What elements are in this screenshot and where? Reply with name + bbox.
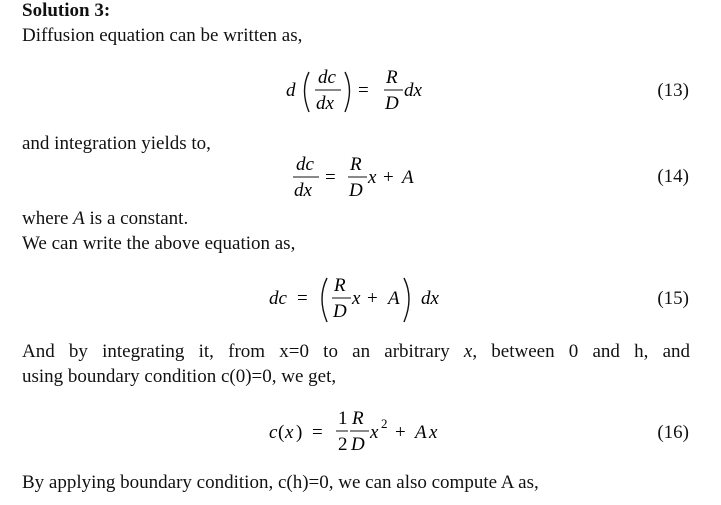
eq13-d-const: D (385, 93, 399, 114)
eq15-dx: dx (421, 288, 439, 309)
eq15-dc: dc (269, 288, 287, 309)
equation-14-number: (14) (657, 166, 689, 187)
paragraph-integrating-pre: And by integrating it, from x=0 to an arbitrary (22, 341, 464, 362)
eq13-equals: = (358, 80, 369, 101)
paragraph-constant-post: is a constant. (84, 208, 189, 229)
eq14-x: x (368, 167, 377, 188)
eq13-right-paren (345, 72, 350, 112)
paragraph-integration: and integration yields to, (22, 133, 211, 154)
eq16-equals: = (312, 422, 323, 443)
eq14-equals: = (325, 167, 336, 188)
eq15-right-paren (404, 278, 409, 322)
eq16-x2: x (429, 422, 438, 443)
eq13-r: R (386, 67, 398, 88)
eq15-left-paren (322, 278, 327, 322)
paragraph-integrating (22, 341, 690, 363)
equation-14 (0, 150, 721, 202)
paragraph-boundary: using boundary condition c(0)=0, we get, (22, 366, 337, 387)
eq16-one: 1 (338, 408, 348, 429)
eq16-c: c (269, 422, 278, 443)
paragraph-constant (22, 208, 188, 230)
paragraph-constant-var: A (73, 208, 85, 229)
eq16-exponent: 2 (381, 416, 388, 431)
eq14-denominator: dx (294, 180, 312, 201)
eq16-x: x (285, 422, 294, 443)
eq14-a: A (402, 167, 414, 188)
paragraph-integrating-var: x (463, 341, 473, 362)
paragraph-rewrite: We can write the above equation as, (22, 233, 296, 254)
eq15-d-const: D (333, 301, 347, 322)
eq13-denominator: dx (316, 93, 334, 114)
equation-16-number: (16) (657, 422, 689, 443)
eq16-two: 2 (338, 434, 348, 455)
eq13-dx: dx (404, 80, 422, 101)
eq16-plus: + (395, 422, 406, 443)
equation-15-math (0, 270, 721, 326)
eq15-r: R (334, 275, 346, 296)
solution-heading: Solution 3: (22, 0, 111, 21)
eq14-plus: + (383, 167, 394, 188)
equation-16 (0, 402, 721, 458)
eq16-r: R (352, 408, 364, 429)
equation-14-math (0, 150, 721, 202)
equation-15-number: (15) (657, 288, 689, 309)
equation-13 (0, 62, 721, 118)
equation-15 (0, 270, 721, 326)
eq15-equals: = (297, 288, 308, 309)
eq16-xx: x (370, 422, 379, 443)
equation-16-math (0, 402, 721, 458)
equation-13-math (0, 62, 721, 118)
paragraph-integrating-post: , between 0 and h, and (472, 341, 691, 362)
eq16-open-paren: ( (278, 422, 285, 443)
eq16-close-paren: ) (296, 422, 303, 443)
eq15-x: x (352, 288, 361, 309)
eq14-r: R (350, 154, 362, 175)
paragraph-constant-pre: where (22, 208, 74, 229)
paragraph-diffusion: Diffusion equation can be written as, (22, 25, 303, 46)
eq14-numerator: dc (296, 154, 314, 175)
eq15-plus: + (367, 288, 378, 309)
eq16-d-const: D (351, 434, 365, 455)
eq13-left-paren (305, 72, 310, 112)
eq13-d: d (286, 80, 296, 101)
eq14-d-const: D (349, 180, 363, 201)
eq13-numerator: dc (318, 67, 336, 88)
equation-13-number: (13) (657, 80, 689, 101)
eq16-a: A (415, 422, 427, 443)
eq15-a: A (388, 288, 400, 309)
paragraph-compute-a: By applying boundary condition, c(h)=0, we can also compute A as, (22, 472, 539, 493)
